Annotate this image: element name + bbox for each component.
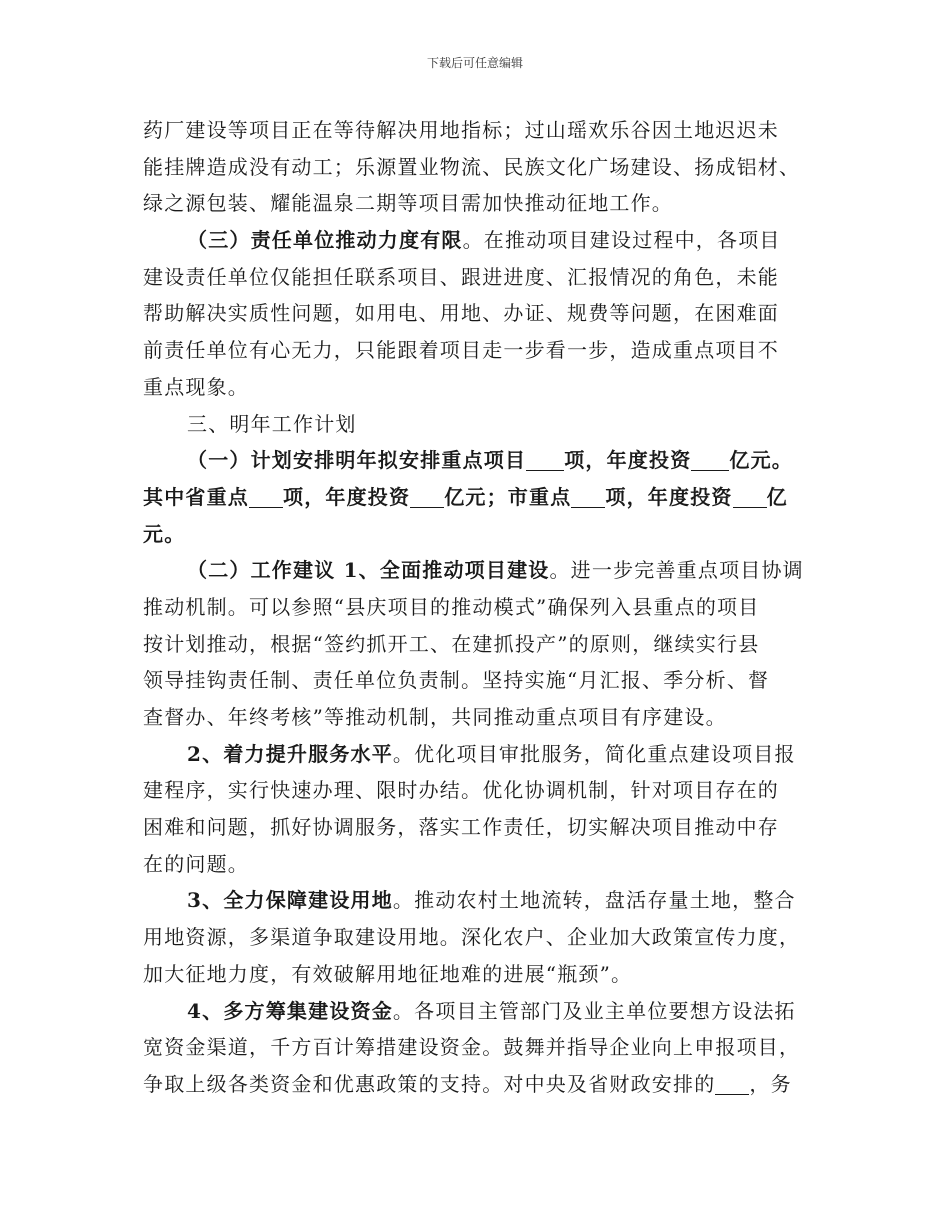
paragraph-line: 建设责任单位仅能担任联系项目、跟进进度、汇报情况的角色，未能 xyxy=(143,264,779,289)
section-heading-line xyxy=(143,882,810,919)
blank-field xyxy=(715,1074,749,1095)
paragraph-text: 争取上级各类资金和优惠政策的支持。对中央及省财政安排的 xyxy=(143,1071,716,1096)
chapter-heading: 三、明年工作计划 xyxy=(187,411,357,436)
paragraph-line: 困难和问题，抓好协调服务，落实工作责任，切实解决项目推动中存 xyxy=(143,815,779,840)
blank-field xyxy=(526,450,564,471)
paragraph-line: 帮助解决实质性问题，如用电、用地、办证、规费等问题，在困难面 xyxy=(143,301,779,326)
paragraph-line: 领导挂钩责任制、责任单位负责制。坚持实施“月汇报、季分析、督 xyxy=(143,668,770,693)
plan-text: 项，年度投资 xyxy=(564,448,692,473)
plan-text: 亿元。 xyxy=(729,448,794,473)
blank-field xyxy=(691,450,729,471)
plan-line: 元。 xyxy=(143,521,186,546)
paragraph-line: 能挂牌造成没有动工；乐源置业物流、民族文化广场建设、扬成铝材、 xyxy=(143,154,801,179)
paragraph-line: 前责任单位有心无力，只能跟着项目走一步看一步，造成重点项目不 xyxy=(143,338,779,363)
section-heading-bold: 3、全力保障建设用地 xyxy=(187,888,393,913)
paragraph-line: 重点现象。 xyxy=(143,374,249,399)
section-heading-bold: （二）工作建议 1、全面推动项目建设 xyxy=(187,558,550,583)
paragraph-line: 按计划推动，根据“签约抓开工、在建抓投产”的原则，继续实行县 xyxy=(143,631,760,656)
plan-text: 亿元；市重点 xyxy=(444,484,572,509)
section-heading-bold: 2、着力提升服务水平 xyxy=(187,741,393,766)
plan-text: 其中省重点 xyxy=(143,484,249,509)
section-heading-line xyxy=(143,993,810,1030)
paragraph-text: ，务 xyxy=(749,1071,792,1096)
paragraph-line: 在的问题。 xyxy=(143,851,249,876)
blank-field xyxy=(249,487,283,508)
paragraph-text: 。推动农村土地流转，盘活存量土地，整合 xyxy=(392,888,796,913)
paragraph-line: 建程序，实行快速办理、限时办结。优化协调机制，针对项目存在的 xyxy=(143,778,779,803)
section-heading-line xyxy=(143,222,810,259)
plan-text: 项，年度投资 xyxy=(605,484,733,509)
paragraph-line: 查督办、年终考核”等推动机制，共同推动重点项目有序建设。 xyxy=(143,705,727,729)
blank-field xyxy=(410,487,444,508)
plan-text: （一）计划安排明年拟安排重点项目 xyxy=(187,448,527,473)
document-body xyxy=(143,112,810,1103)
paragraph-text: 。优化项目审批服务，简化重点建设项目报 xyxy=(392,741,796,766)
paragraph-line: 加大征地力度，有效破解用地征地难的进展“瓶颈”。 xyxy=(143,961,633,986)
blank-field xyxy=(733,487,767,508)
plan-line xyxy=(143,442,810,479)
paragraph-line: 药厂建设等项目正在等待解决用地指标；过山瑶欢乐谷因土地迟迟未 xyxy=(143,118,779,142)
page-header: 下载后可任意编辑 xyxy=(426,56,523,70)
blank-field xyxy=(571,487,605,508)
section-heading-bold: （三）责任单位推动力度有限 xyxy=(187,228,463,253)
section-heading-line xyxy=(143,552,810,589)
paragraph-text: 。在推动项目建设过程中，各项目 xyxy=(462,228,781,253)
paragraph-line: 推动机制。可以参照“县庆项目的推动模式”确保列入县重点的项目 xyxy=(143,594,760,619)
paragraph-text: 。进一步完善重点项目协调 xyxy=(549,558,804,583)
plan-text: 亿 xyxy=(766,484,788,509)
plan-line xyxy=(143,479,810,516)
paragraph-line: 用地资源，多渠道争取建设用地。深化农户、企业加大政策宣传力度， xyxy=(143,925,801,950)
plan-text: 项，年度投资 xyxy=(283,484,411,509)
paragraph-line xyxy=(143,1066,810,1103)
paragraph-text: 。各项目主管部门及业主单位要想方设法拓 xyxy=(392,998,796,1023)
section-heading-line xyxy=(143,736,810,773)
section-heading-bold: 4、多方筹集建设资金 xyxy=(187,998,393,1023)
paragraph-line: 宽资金渠道，千方百计筹措建设资金。鼓舞并指导企业向上申报项目， xyxy=(143,1035,801,1060)
paragraph-line: 绿之源包装、耀能温泉二期等项目需加快推动征地工作。 xyxy=(143,191,673,216)
